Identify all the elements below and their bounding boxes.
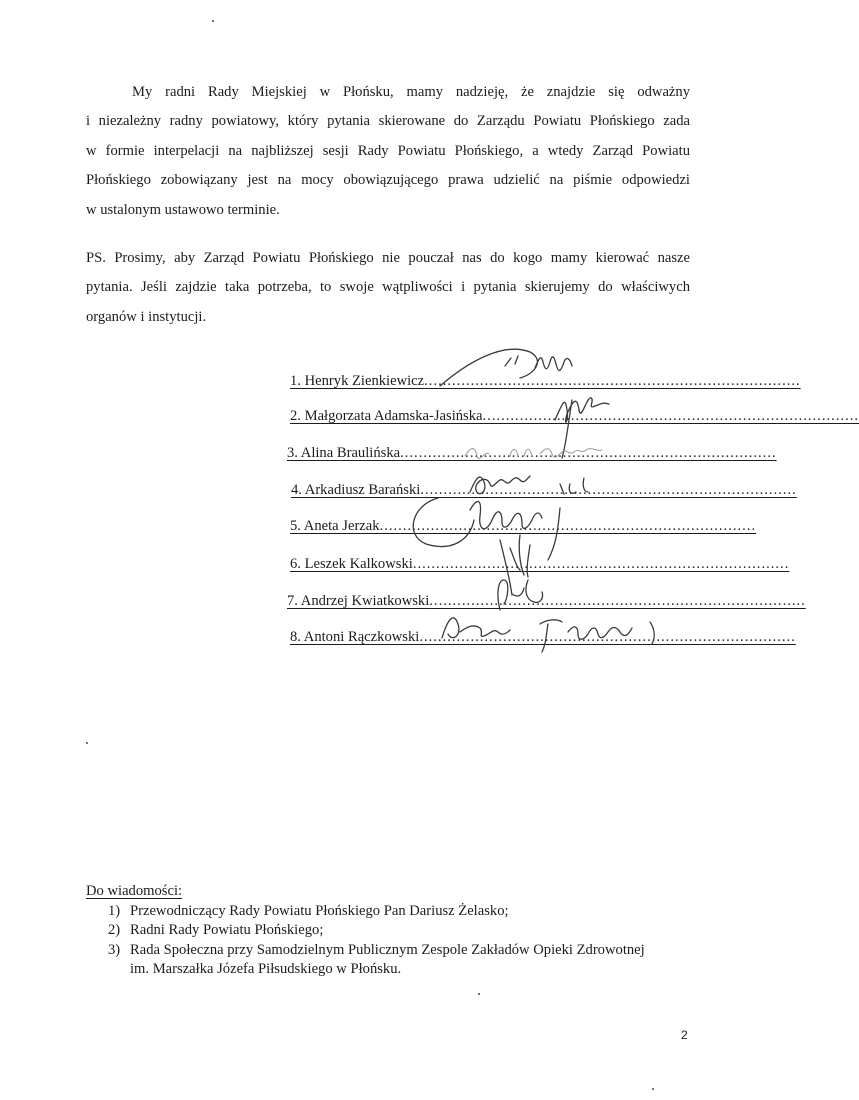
signatory-line bbox=[287, 443, 777, 463]
signatory-name: 4. Arkadiusz Barański bbox=[291, 482, 421, 498]
paragraph-line: i niezależny radny powiatowy, który pytania skierowane do Zarządu Powiatu Płońskiego zada bbox=[86, 113, 690, 130]
list-item-text: Radni Rady Powiatu Płońskiego; bbox=[130, 922, 324, 939]
list-item-text: Rada Społeczna przy Samodzielnym Publicznym Zespole Zakładów Opieki Zdrowotnej bbox=[130, 941, 645, 958]
signature-dotted-line: ................................................................................. bbox=[419, 629, 796, 645]
signature-dotted-line: ................................................................................. bbox=[379, 518, 757, 534]
list-item bbox=[86, 902, 645, 922]
list-item-number: 2) bbox=[108, 922, 121, 939]
paragraph-appeal bbox=[86, 78, 690, 225]
list-item-text: Przewodniczący Rady Powiatu Płońskiego Pan Dariusz Żelasko; bbox=[130, 902, 509, 919]
signatory-name: 2. Małgorzata Adamska-Jasińska bbox=[290, 408, 483, 424]
signatory-line bbox=[290, 406, 859, 426]
signatory-line bbox=[287, 591, 806, 611]
distribution-list bbox=[86, 902, 645, 980]
signature-dotted-line: ................................................................................. bbox=[420, 482, 797, 498]
signatory-name: 7. Andrzej Kwiatkowski bbox=[287, 593, 430, 609]
paragraph-line: PS. Prosimy, aby Zarząd Powiatu Płońskiego nie pouczał nas do kogo mamy kierować nasze bbox=[86, 250, 690, 266]
scan-speck bbox=[86, 742, 88, 744]
signature-dotted-line: ................................................................................. bbox=[429, 593, 806, 609]
paragraph-line: pytania. Jeśli zajdzie taka potrzeba, to swoje wątpliwości i pytania skierujemy do właściwych bbox=[86, 279, 690, 296]
scan-speck bbox=[478, 993, 480, 995]
list-item bbox=[86, 921, 645, 941]
signatory-name: 5. Aneta Jerzak bbox=[290, 518, 380, 534]
list-item-number: 3) bbox=[108, 941, 121, 958]
scan-speck bbox=[212, 20, 214, 22]
paragraph-line: organów i instytucji. bbox=[86, 308, 207, 325]
page-number: 2 bbox=[681, 1028, 688, 1042]
signature-dotted-line: ................................................................................. bbox=[412, 556, 790, 572]
paragraph-line: w formie interpelacji na najbliższej sesji Rady Powiatu Płońskiego, a wtedy Zarząd Powiatu bbox=[86, 142, 690, 159]
scan-speck bbox=[652, 1088, 654, 1090]
signatory-name: 1. Henryk Zienkiewicz bbox=[290, 373, 425, 389]
signatory-line bbox=[290, 627, 796, 647]
paragraph-line: w ustalonym ustawowo terminie. bbox=[86, 201, 280, 218]
signatory-name: 3. Alina Braulińska bbox=[287, 445, 401, 461]
signatory-line bbox=[290, 516, 757, 536]
paragraph-line: My radni Rady Miejskiej w Płońsku, mamy nadzieję, że znajdzie się odważny bbox=[132, 84, 690, 100]
signatory-name: 6. Leszek Kalkowski bbox=[290, 556, 413, 572]
signatory-line bbox=[290, 371, 801, 391]
paragraph-postscript bbox=[86, 244, 690, 332]
signatory-name: 8. Antoni Rączkowski bbox=[290, 629, 420, 645]
list-item bbox=[86, 941, 645, 980]
signature-dotted-line: ................................................................................. bbox=[482, 408, 859, 424]
list-item-number: 1) bbox=[108, 902, 121, 919]
paragraph-line: Płońskiego zobowiązany jest na mocy obowiązującego prawa udzielić na piśmie odpowiedzi bbox=[86, 172, 690, 189]
signature-dotted-line: ................................................................................. bbox=[400, 445, 777, 461]
signatory-line bbox=[291, 480, 797, 500]
list-item-text: im. Marszałka Józefa Piłsudskiego w Płońsku. bbox=[130, 961, 402, 978]
signature-dotted-line: ................................................................................. bbox=[424, 373, 801, 389]
distribution-section bbox=[86, 882, 645, 980]
signatory-line bbox=[290, 554, 790, 574]
distribution-title: Do wiadomości: bbox=[86, 883, 183, 899]
